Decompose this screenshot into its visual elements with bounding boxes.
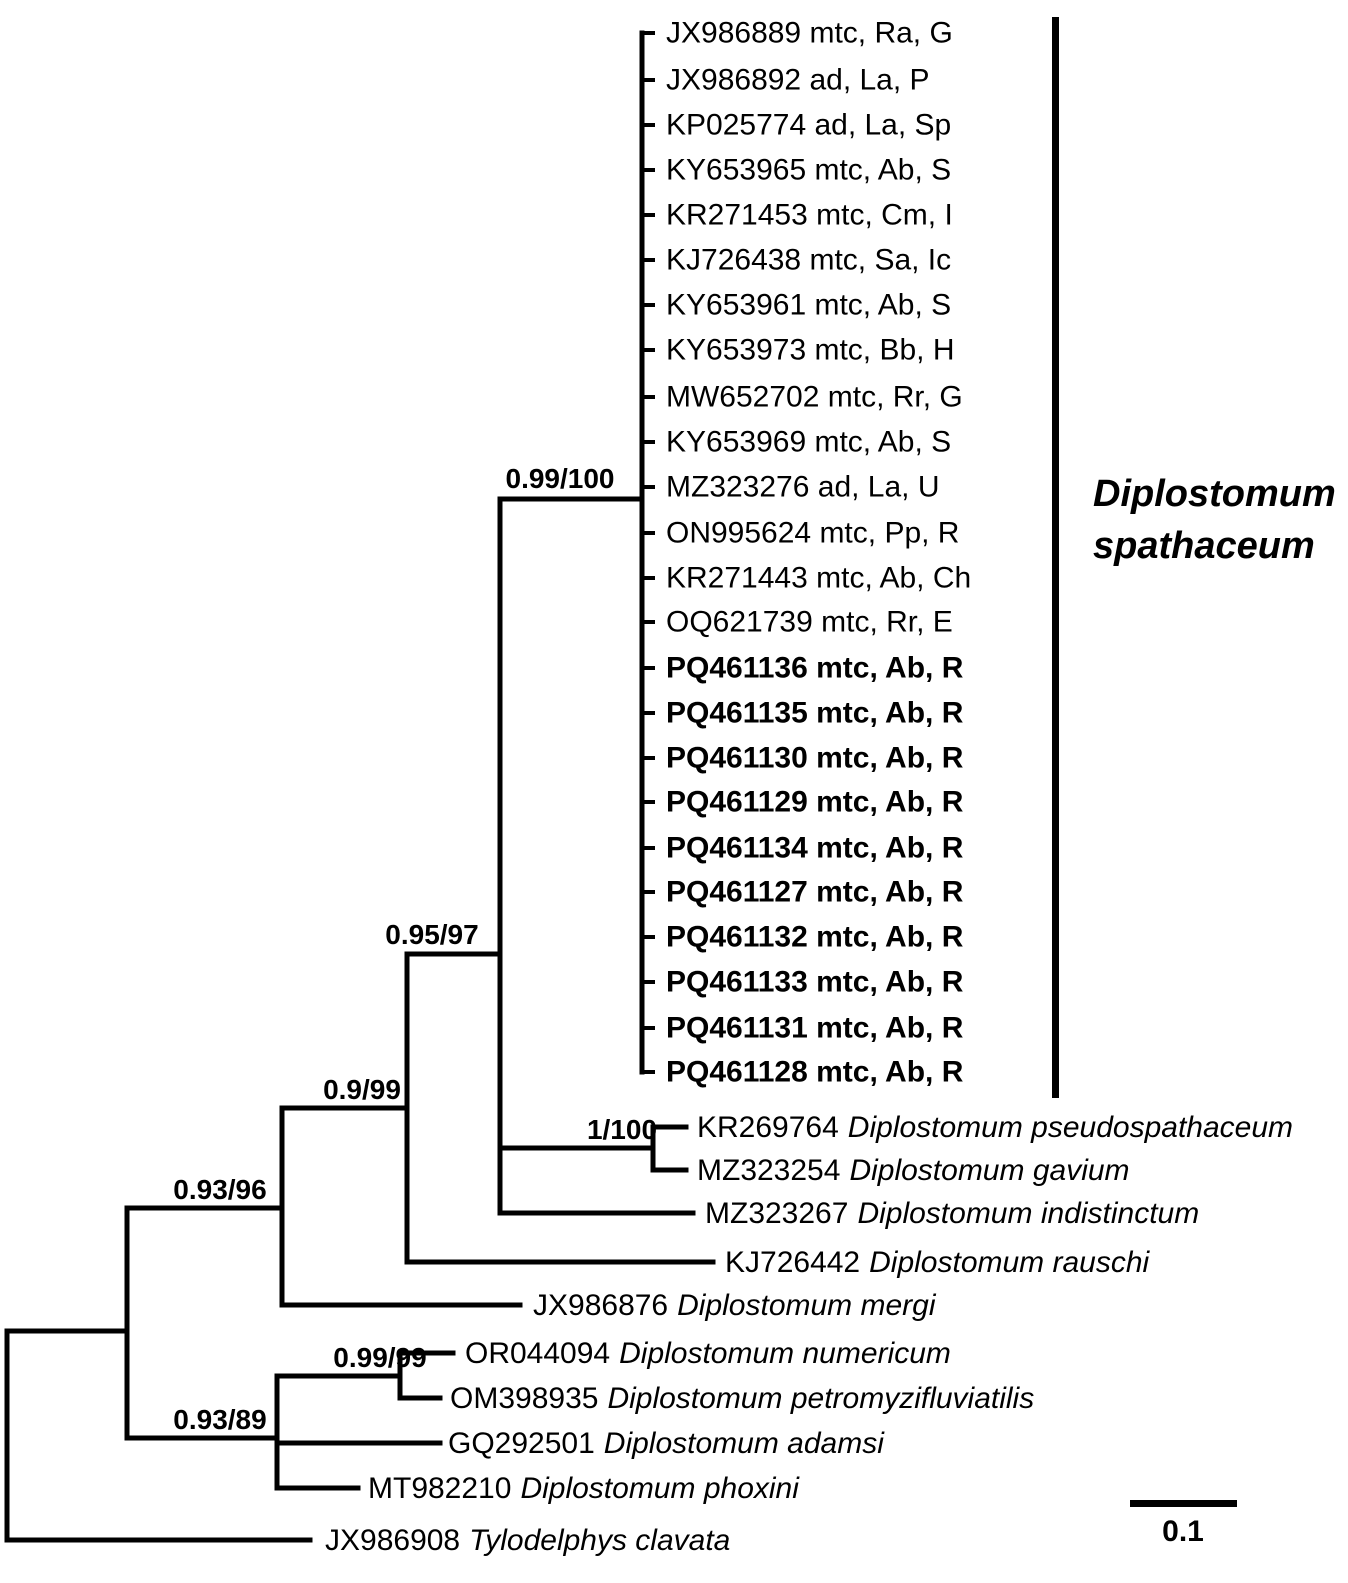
species-tip-label	[705, 1197, 1199, 1230]
species-tip-label	[450, 1382, 1034, 1415]
accession-text: JX986908	[325, 1523, 461, 1557]
tip-label: PQ461127 mtc, Ab, R	[666, 875, 964, 909]
clade-name-line2: spathaceum	[1093, 525, 1315, 567]
clade-name-line1: Diplostomum	[1093, 473, 1336, 515]
tip-label: MW652702 mtc, Rr, G	[666, 380, 963, 414]
support-value-label: 0.9/99	[323, 1074, 401, 1105]
scale-bar-label: 0.1	[1162, 1515, 1204, 1548]
tip-label: KR271443 mtc, Ab, Ch	[666, 561, 972, 595]
tip-label: KY653961 mtc, Ab, S	[666, 288, 952, 322]
tip-label: OQ621739 mtc, Rr, E	[666, 605, 953, 639]
accession-text: MT982210	[368, 1471, 512, 1505]
species-name-text: Tylodelphys clavata	[469, 1523, 731, 1557]
species-name-text: Diplostomum gavium	[849, 1153, 1130, 1187]
tip-label: KY653973 mtc, Bb, H	[666, 333, 955, 367]
accession-text: MZ323267	[705, 1196, 849, 1230]
species-name-text: Diplostomum indistinctum	[857, 1196, 1200, 1230]
scale-bar	[1130, 1500, 1237, 1507]
tip-label: KP025774 ad, La, Sp	[666, 108, 952, 142]
species-name-text: Diplostomum phoxini	[520, 1471, 799, 1505]
support-value-label: 0.99/99	[333, 1342, 427, 1373]
tip-label: KY653965 mtc, Ab, S	[666, 153, 952, 187]
accession-text: KJ726442	[725, 1245, 861, 1279]
support-value-label: 0.93/89	[173, 1404, 267, 1435]
tip-label: PQ461134 mtc, Ab, R	[666, 831, 964, 865]
species-name-text: Diplostomum rauschi	[869, 1245, 1150, 1279]
accession-text: MZ323254	[697, 1153, 841, 1187]
species-name-text: Diplostomum pseudospathaceum	[847, 1110, 1294, 1144]
accession-text: KR269764	[697, 1110, 839, 1144]
species-tip-label	[448, 1427, 885, 1460]
accession-text: OM398935	[450, 1381, 599, 1415]
species-tip-label	[533, 1289, 937, 1322]
accession-text: GQ292501	[448, 1426, 595, 1460]
tip-label: JX986892 ad, La, P	[666, 63, 930, 97]
species-tip-label	[697, 1111, 1293, 1144]
species-tip-label	[368, 1472, 800, 1505]
tip-label: PQ461129 mtc, Ab, R	[666, 785, 964, 819]
tip-label: PQ461135 mtc, Ab, R	[666, 696, 964, 730]
support-value-label: 0.95/97	[385, 919, 479, 950]
tip-label: MZ323276 ad, La, U	[666, 470, 940, 504]
tip-label: PQ461133 mtc, Ab, R	[666, 965, 964, 999]
support-value-label: 1/100	[586, 1114, 658, 1145]
species-tip-label	[325, 1524, 730, 1557]
support-value-label: 0.93/96	[173, 1174, 267, 1205]
species-name-text: Diplostomum numericum	[619, 1336, 951, 1370]
tip-label: PQ461132 mtc, Ab, R	[666, 920, 964, 954]
support-value-label: 0.99/100	[505, 463, 615, 494]
tip-label: KR271453 mtc, Cm, I	[666, 198, 953, 232]
clade-bracket-bar	[1052, 17, 1059, 1098]
tip-label: PQ461136 mtc, Ab, R	[666, 651, 964, 685]
species-name-text: Diplostomum adamsi	[603, 1426, 884, 1460]
tip-label: KY653969 mtc, Ab, S	[666, 425, 952, 459]
accession-text: OR044094	[465, 1336, 611, 1370]
tip-label: PQ461130 mtc, Ab, R	[666, 741, 964, 775]
tip-label: PQ461131 mtc, Ab, R	[666, 1011, 964, 1045]
tip-label: ON995624 mtc, Pp, R	[666, 516, 960, 550]
species-name-text: Diplostomum petromyzifluviatilis	[607, 1381, 1035, 1415]
species-name-text: Diplostomum mergi	[677, 1288, 936, 1322]
species-tip-label	[465, 1337, 951, 1370]
tip-label: KJ726438 mtc, Sa, Ic	[666, 243, 952, 277]
species-tip-label	[725, 1246, 1151, 1279]
tip-label: PQ461128 mtc, Ab, R	[666, 1055, 964, 1089]
tip-label: JX986889 mtc, Ra, G	[666, 16, 953, 50]
species-tip-label	[697, 1154, 1130, 1187]
accession-text: JX986876	[533, 1288, 669, 1322]
